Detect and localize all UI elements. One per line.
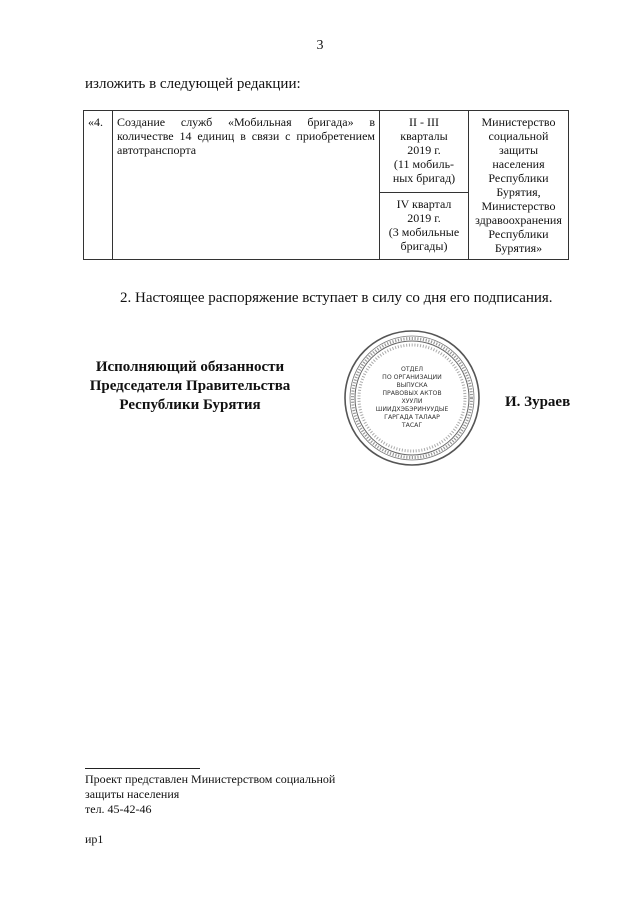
page-number: 3 [316, 38, 324, 53]
period-line: 2019 г. [407, 143, 441, 157]
seal-text-line: ГАРГАДА ТАЛААР [384, 414, 440, 421]
responsible-line: Бурятия» [494, 241, 543, 255]
intro-text: изложить в следующей редакции: [85, 76, 301, 92]
responsible-cell [469, 111, 569, 260]
amendment-table [83, 110, 569, 260]
seal-text-line: ПРАВОВЫХ АКТОВ [382, 390, 442, 397]
seal-text-line: ТАСАГ [401, 422, 423, 429]
official-seal-icon [342, 328, 482, 468]
signer-title-line: Председателя Правительства [89, 378, 291, 394]
seal-text-line: ХУУЛИ [401, 398, 423, 405]
responsible-line: защиты [498, 143, 539, 157]
row-number: «4. [84, 111, 113, 260]
responsible-line: Министерство [481, 115, 556, 129]
signer-title [80, 358, 300, 415]
period-line: (11 мобиль- [393, 157, 455, 171]
responsible-line: здравоохранения [475, 213, 562, 227]
footnote-line: Проект представлен Министерством социальной [85, 772, 336, 786]
seal-text-line: ОТДЕЛ [400, 366, 424, 373]
period-line: IV квартал [396, 196, 452, 211]
period-line: кварталы [400, 129, 448, 143]
period-line: (3 мобильные [388, 224, 460, 239]
period-cell-2 [380, 192, 469, 259]
footnote-line: защиты населения [85, 787, 180, 801]
responsible-line: Республики [488, 227, 549, 241]
seal-text-line: ВЫПУСКА [396, 382, 428, 389]
period-line: II - III [409, 115, 439, 129]
effective-date-paragraph: 2. Настоящее распоряжение вступает в силу со дня его подписания. [120, 290, 553, 306]
footnote-line: тел. 45-42-46 [85, 802, 152, 816]
document-code: ир1 [85, 832, 104, 846]
table-row [84, 111, 569, 193]
period-line: ных бригад) [392, 171, 456, 185]
row-description: Создание служб «Мобильная бригада» в количестве 14 единиц в связи с приобретением автотранспорта [113, 111, 380, 260]
responsible-line: Республики [488, 171, 549, 185]
seal-text-line: ШИИДХЭБЭРИНУУДЫЕ [375, 406, 449, 413]
responsible-line: Министерство [481, 199, 556, 213]
period-line: 2019 г. [407, 210, 441, 225]
responsible-line: социальной [488, 129, 549, 143]
signer-title-line: Республики Бурятия [119, 397, 261, 413]
period-line: бригады) [400, 238, 448, 253]
signer-title-line: Исполняющий обязанности [95, 359, 285, 375]
responsible-line: населения [492, 157, 545, 171]
footnote [85, 772, 335, 817]
period-cell-1 [380, 111, 469, 193]
seal-text-line: ПО ОРГАНИЗАЦИИ [382, 374, 442, 381]
footnote-divider [85, 768, 200, 769]
responsible-line: Бурятия, [496, 185, 541, 199]
signer-name: И. Зураев [505, 394, 571, 410]
